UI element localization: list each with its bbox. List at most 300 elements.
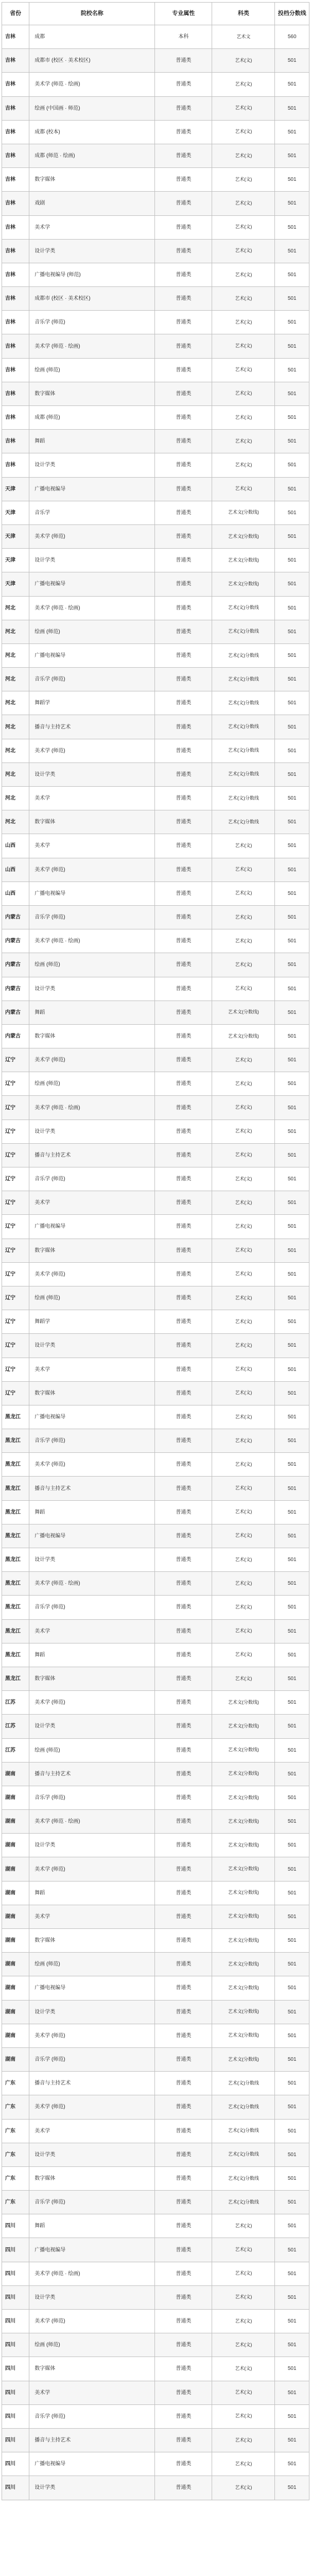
cell-score-line: 501 [275, 643, 309, 667]
cell-province: 黑龙江 [2, 1405, 29, 1429]
cell-program-name: 设计学类 [29, 549, 155, 572]
table-body [2, 25, 309, 2500]
cell-program-type: 普通类 [155, 1024, 212, 1048]
cell-province: 湖南 [2, 2024, 29, 2047]
cell-score-line: 501 [275, 2476, 309, 2500]
cell-program-name: 广播电视编导 [29, 643, 155, 667]
cell-province: 河北 [2, 668, 29, 691]
table-row [2, 1453, 309, 1477]
cell-subject-category: 艺术文(分数线) [212, 501, 275, 524]
cell-program-name: 音乐学 [29, 501, 155, 524]
cell-province: 河北 [2, 643, 29, 667]
cell-subject-category: 艺术文(分数线) [212, 1857, 275, 1881]
cell-program-type: 普通类 [155, 953, 212, 977]
cell-program-name: 美术学 (师范 · 绘画) [29, 73, 155, 96]
cell-program-name: 美术学 (师范 · 绘画) [29, 929, 155, 953]
cell-program-type: 普通类 [155, 858, 212, 882]
cell-score-line: 501 [275, 453, 309, 477]
cell-province: 辽宁 [2, 1381, 29, 1405]
cell-score-line: 501 [275, 2119, 309, 2143]
cell-program-name: 绘画 (师范) [29, 1953, 155, 1976]
cell-program-name: 美术学 [29, 1905, 155, 1928]
table-row [2, 1548, 309, 1572]
cell-program-type: 普通类 [155, 1738, 212, 1762]
cell-subject-category: 艺术(文) [212, 334, 275, 358]
cell-score-line: 501 [275, 834, 309, 858]
cell-program-type: 普通类 [155, 1048, 212, 1072]
cell-program-name: 美术学 (师范 · 绘画) [29, 1572, 155, 1596]
cell-province: 辽宁 [2, 1120, 29, 1143]
table-row [2, 1358, 309, 1381]
cell-score-line: 501 [275, 1810, 309, 1834]
cell-province: 吉林 [2, 96, 29, 120]
cell-province: 河北 [2, 620, 29, 643]
cell-score-line: 501 [275, 1310, 309, 1334]
cell-program-type: 普通类 [155, 192, 212, 215]
cell-program-type: 普通类 [155, 882, 212, 905]
table-row [2, 2381, 309, 2404]
cell-subject-category: 艺术(文) [212, 1429, 275, 1453]
cell-program-type: 普通类 [155, 977, 212, 1001]
cell-score-line: 501 [275, 953, 309, 977]
cell-score-line: 501 [275, 430, 309, 453]
cell-program-type: 普通类 [155, 453, 212, 477]
cell-program-name: 设计学类 [29, 1715, 155, 1738]
table-row [2, 524, 309, 548]
cell-province: 辽宁 [2, 1096, 29, 1120]
cell-province: 湖南 [2, 1881, 29, 1905]
table-row [2, 1834, 309, 1857]
cell-program-name: 音乐学 (师范) [29, 2404, 155, 2428]
cell-program-type: 普通类 [155, 643, 212, 667]
cell-program-name: 播音与主持艺术 [29, 1762, 155, 1786]
cell-program-name: 绘画 (师范) [29, 1286, 155, 1310]
cell-program-name: 设计学类 [29, 1334, 155, 1358]
cell-province: 河北 [2, 810, 29, 834]
cell-program-type: 普通类 [155, 810, 212, 834]
cell-province: 内蒙古 [2, 1001, 29, 1024]
cell-province: 河北 [2, 762, 29, 786]
cell-score-line: 501 [275, 2214, 309, 2238]
cell-program-name: 广播电视编导 [29, 1524, 155, 1548]
cell-province: 湖南 [2, 1786, 29, 1809]
cell-program-name: 设计学类 [29, 2143, 155, 2166]
cell-province: 四川 [2, 2404, 29, 2428]
cell-province: 辽宁 [2, 1048, 29, 1072]
cell-program-type: 普通类 [155, 501, 212, 524]
cell-subject-category: 艺术(文)分数线 [212, 2119, 275, 2143]
cell-score-line: 501 [275, 1167, 309, 1191]
cell-program-name: 音乐学 (师范) [29, 2191, 155, 2214]
cell-province: 湖南 [2, 1953, 29, 1976]
cell-program-name: 舞蹈 [29, 1500, 155, 1524]
cell-province: 吉林 [2, 215, 29, 239]
table-row [2, 239, 309, 263]
cell-score-line: 501 [275, 2381, 309, 2404]
table-row [2, 406, 309, 430]
cell-subject-category: 艺术(文) [212, 263, 275, 286]
cell-program-type: 普通类 [155, 1477, 212, 1500]
table-row [2, 715, 309, 739]
cell-subject-category: 艺术(文) [212, 1405, 275, 1429]
cell-program-type: 普通类 [155, 715, 212, 739]
cell-province: 内蒙古 [2, 1024, 29, 1048]
cell-program-type: 普通类 [155, 144, 212, 167]
table-row [2, 762, 309, 786]
cell-score-line: 501 [275, 1072, 309, 1096]
cell-program-name: 播音与主持艺术 [29, 715, 155, 739]
cell-score-line: 501 [275, 739, 309, 762]
cell-subject-category: 艺术(文) [212, 2404, 275, 2428]
cell-province: 天津 [2, 524, 29, 548]
cell-province: 黑龙江 [2, 1596, 29, 1619]
cell-subject-category: 艺术(文) [212, 453, 275, 477]
cell-score-line: 501 [275, 524, 309, 548]
cell-program-type: 普通类 [155, 1453, 212, 1477]
cell-score-line: 501 [275, 1143, 309, 1167]
table-row [2, 49, 309, 73]
cell-score-line: 501 [275, 1548, 309, 1572]
cell-province: 广东 [2, 2143, 29, 2166]
cell-subject-category: 艺术(文) [212, 2357, 275, 2381]
cell-program-name: 广播电视编导 [29, 1976, 155, 2000]
cell-program-type: 普通类 [155, 2119, 212, 2143]
cell-program-name: 绘画 (师范) [29, 358, 155, 382]
cell-program-name: 广播电视编导 [29, 2238, 155, 2262]
cell-subject-category: 艺术(文) [212, 73, 275, 96]
cell-subject-category: 艺术文(分数线) [212, 2024, 275, 2047]
cell-program-type: 普通类 [155, 2143, 212, 2166]
cell-program-name: 舞蹈 [29, 1001, 155, 1024]
table-row [2, 2214, 309, 2238]
cell-program-name: 舞蹈 [29, 1643, 155, 1667]
table-row [2, 2476, 309, 2500]
cell-score-line: 501 [275, 358, 309, 382]
cell-subject-category: 艺术(文) [212, 2452, 275, 2476]
header-program-name: 院校名称 [29, 3, 155, 25]
cell-score-line: 501 [275, 762, 309, 786]
cell-program-type: 普通类 [155, 1810, 212, 1834]
cell-program-type: 普通类 [155, 1548, 212, 1572]
cell-subject-category: 艺术(文)分数线 [212, 596, 275, 620]
cell-program-type: 普通类 [155, 1929, 212, 1953]
cell-program-type: 普通类 [155, 2285, 212, 2309]
cell-subject-category: 艺术(文) [212, 144, 275, 167]
cell-program-name: 美术学 [29, 215, 155, 239]
table-row [2, 1381, 309, 1405]
cell-subject-category: 艺术(文) [212, 1096, 275, 1120]
cell-province: 辽宁 [2, 1334, 29, 1358]
cell-program-name: 舞蹈 [29, 2214, 155, 2238]
cell-subject-category: 艺术文(分数线) [212, 1762, 275, 1786]
cell-program-type: 普通类 [155, 382, 212, 405]
table-row [2, 2238, 309, 2262]
table-row [2, 215, 309, 239]
cell-program-type: 普通类 [155, 2095, 212, 2119]
cell-subject-category: 艺术(文)分数线 [212, 2072, 275, 2095]
cell-score-line: 501 [275, 1786, 309, 1809]
cell-province: 辽宁 [2, 1191, 29, 1215]
table-row [2, 1143, 309, 1167]
cell-province: 河北 [2, 787, 29, 810]
table-row [2, 810, 309, 834]
admission-score-table [2, 2, 309, 2500]
cell-province: 广东 [2, 2119, 29, 2143]
cell-program-name: 舞蹈 [29, 1881, 155, 1905]
cell-program-name: 成都市 (校区 · 美术校区) [29, 287, 155, 311]
cell-province: 四川 [2, 2262, 29, 2285]
cell-program-type: 普通类 [155, 1667, 212, 1690]
cell-program-type: 普通类 [155, 1619, 212, 1643]
cell-program-type: 普通类 [155, 1429, 212, 1453]
cell-program-type: 普通类 [155, 1881, 212, 1905]
table-row [2, 2285, 309, 2309]
cell-program-type: 普通类 [155, 477, 212, 501]
cell-program-name: 数字媒体 [29, 2357, 155, 2381]
cell-province: 湖南 [2, 1762, 29, 1786]
cell-program-type: 普通类 [155, 1524, 212, 1548]
cell-program-type: 普通类 [155, 406, 212, 430]
cell-subject-category: 艺术(文) [212, 215, 275, 239]
cell-province: 湖南 [2, 1905, 29, 1928]
table-row [2, 739, 309, 762]
cell-subject-category: 艺术(文) [212, 311, 275, 334]
cell-program-name: 美术学 (师范 · 绘画) [29, 1810, 155, 1834]
cell-province: 辽宁 [2, 1358, 29, 1381]
cell-province: 黑龙江 [2, 1572, 29, 1596]
cell-province: 吉林 [2, 263, 29, 286]
cell-province: 天津 [2, 477, 29, 501]
cell-program-type: 普通类 [155, 358, 212, 382]
cell-program-name: 舞蹈学 [29, 691, 155, 715]
cell-subject-category: 艺术(文)分数线 [212, 739, 275, 762]
cell-province: 四川 [2, 2476, 29, 2500]
table-row [2, 834, 309, 858]
cell-score-line: 501 [275, 192, 309, 215]
cell-score-line: 501 [275, 929, 309, 953]
cell-program-name: 数字媒体 [29, 1667, 155, 1690]
cell-program-type: 普通类 [155, 1286, 212, 1310]
table-row [2, 1072, 309, 1096]
cell-program-type: 普通类 [155, 2191, 212, 2214]
cell-score-line: 501 [275, 144, 309, 167]
cell-program-type: 普通类 [155, 572, 212, 596]
cell-program-name: 设计学类 [29, 239, 155, 263]
cell-province: 广东 [2, 2072, 29, 2095]
cell-score-line: 501 [275, 1262, 309, 1286]
cell-subject-category: 艺术(文) [212, 1167, 275, 1191]
cell-subject-category: 艺术(文)分数线 [212, 643, 275, 667]
cell-province: 吉林 [2, 49, 29, 73]
cell-program-type: 普通类 [155, 2024, 212, 2047]
cell-program-type: 普通类 [155, 668, 212, 691]
cell-program-name: 播音与主持艺术 [29, 2428, 155, 2452]
cell-program-type: 普通类 [155, 1953, 212, 1976]
cell-subject-category: 艺术(文) [212, 96, 275, 120]
table-row [2, 1001, 309, 1024]
cell-province: 吉林 [2, 120, 29, 144]
cell-province: 四川 [2, 2310, 29, 2333]
cell-score-line: 501 [275, 1953, 309, 1976]
cell-program-type: 普通类 [155, 2428, 212, 2452]
cell-subject-category: 艺术(文) [212, 477, 275, 501]
cell-program-name: 音乐学 (师范) [29, 311, 155, 334]
cell-program-type: 普通类 [155, 834, 212, 858]
table-row [2, 2404, 309, 2428]
cell-province: 辽宁 [2, 1167, 29, 1191]
cell-program-type: 普通类 [155, 620, 212, 643]
table-row [2, 2310, 309, 2333]
cell-province: 山西 [2, 834, 29, 858]
cell-subject-category: 艺术(文) [212, 2310, 275, 2333]
cell-subject-category: 艺术(文)分数线 [212, 2143, 275, 2166]
cell-program-type: 普通类 [155, 1191, 212, 1215]
table-row [2, 1643, 309, 1667]
table-row [2, 168, 309, 192]
cell-province: 吉林 [2, 73, 29, 96]
cell-province: 湖南 [2, 1976, 29, 2000]
cell-program-type: 普通类 [155, 929, 212, 953]
cell-program-name: 广播电视编导 [29, 477, 155, 501]
table-row [2, 334, 309, 358]
table-row [2, 120, 309, 144]
cell-province: 湖南 [2, 1857, 29, 1881]
cell-program-type: 普通类 [155, 1715, 212, 1738]
cell-program-name: 美术学 [29, 834, 155, 858]
cell-program-name: 设计学类 [29, 762, 155, 786]
table-row [2, 1953, 309, 1976]
cell-score-line: 501 [275, 1881, 309, 1905]
table-row [2, 25, 309, 49]
cell-program-type: 普通类 [155, 2047, 212, 2071]
cell-program-type: 普通类 [155, 2476, 212, 2500]
cell-program-name: 音乐学 (师范) [29, 1596, 155, 1619]
cell-score-line: 501 [275, 1453, 309, 1477]
table-row [2, 977, 309, 1001]
cell-score-line: 501 [275, 1643, 309, 1667]
cell-score-line: 501 [275, 2166, 309, 2190]
cell-program-type: 普通类 [155, 1762, 212, 1786]
cell-score-line: 501 [275, 2428, 309, 2452]
cell-province: 天津 [2, 549, 29, 572]
cell-province: 吉林 [2, 311, 29, 334]
cell-score-line: 501 [275, 620, 309, 643]
cell-score-line: 501 [275, 858, 309, 882]
cell-score-line: 501 [275, 406, 309, 430]
table-row [2, 477, 309, 501]
cell-subject-category: 艺术(文) [212, 358, 275, 382]
cell-program-name: 设计学类 [29, 453, 155, 477]
cell-program-name: 音乐学 (师范) [29, 1786, 155, 1809]
table-row [2, 787, 309, 810]
table-row [2, 1762, 309, 1786]
cell-subject-category: 艺术(文) [212, 1453, 275, 1477]
table-row [2, 144, 309, 167]
cell-program-type: 普通类 [155, 2404, 212, 2428]
cell-province: 吉林 [2, 168, 29, 192]
cell-province: 河北 [2, 596, 29, 620]
header-score-line: 投档分数线 [275, 3, 309, 25]
table-row [2, 643, 309, 667]
cell-province: 四川 [2, 2285, 29, 2309]
cell-score-line: 501 [275, 1024, 309, 1048]
cell-subject-category: 艺术文(分数线) [212, 1976, 275, 2000]
cell-province: 黑龙江 [2, 1453, 29, 1477]
cell-province: 湖南 [2, 1810, 29, 1834]
cell-province: 黑龙江 [2, 1643, 29, 1667]
cell-program-name: 广播电视编导 [29, 1405, 155, 1429]
cell-subject-category: 艺术(文)分数线 [212, 2191, 275, 2214]
table-row [2, 1738, 309, 1762]
cell-score-line: 501 [275, 168, 309, 192]
table-row [2, 1905, 309, 1928]
cell-score-line: 501 [275, 96, 309, 120]
cell-program-type: 普通类 [155, 596, 212, 620]
table-row [2, 1286, 309, 1310]
cell-subject-category: 艺术(文) [212, 120, 275, 144]
cell-province: 广东 [2, 2166, 29, 2190]
cell-program-name: 美术学 [29, 2381, 155, 2404]
cell-program-name: 广播电视编导 (师范) [29, 263, 155, 286]
cell-subject-category: 艺术(文) [212, 834, 275, 858]
cell-program-name: 美术学 (师范) [29, 739, 155, 762]
cell-program-name: 设计学类 [29, 2285, 155, 2309]
cell-program-type: 普通类 [155, 1857, 212, 1881]
cell-score-line: 501 [275, 1096, 309, 1120]
cell-score-line: 501 [275, 1239, 309, 1262]
cell-subject-category: 艺术文(分数线) [212, 1001, 275, 1024]
cell-program-name: 数字媒体 [29, 2166, 155, 2190]
cell-program-type: 普通类 [155, 1381, 212, 1405]
cell-subject-category: 艺术(文) [212, 1524, 275, 1548]
table-row [2, 620, 309, 643]
cell-subject-category: 艺术文(分数线) [212, 1810, 275, 1834]
cell-subject-category: 艺术(文) [212, 1381, 275, 1405]
cell-province: 吉林 [2, 382, 29, 405]
cell-province: 黑龙江 [2, 1429, 29, 1453]
cell-program-type: 普通类 [155, 334, 212, 358]
cell-score-line: 501 [275, 596, 309, 620]
table-row [2, 596, 309, 620]
table-row [2, 1334, 309, 1358]
cell-subject-category: 艺术文(分数线) [212, 2000, 275, 2024]
cell-province: 吉林 [2, 406, 29, 430]
cell-province: 四川 [2, 2381, 29, 2404]
cell-score-line: 501 [275, 715, 309, 739]
cell-program-name: 美术学 (师范 · 绘画) [29, 596, 155, 620]
table-row [2, 2024, 309, 2047]
cell-score-line: 501 [275, 239, 309, 263]
cell-province: 内蒙古 [2, 905, 29, 929]
cell-subject-category: 艺术文 [212, 25, 275, 49]
cell-subject-category: 艺术(文) [212, 1667, 275, 1690]
cell-program-type: 普通类 [155, 2166, 212, 2190]
table-row [2, 263, 309, 286]
cell-subject-category: 艺术(文) [212, 1643, 275, 1667]
cell-subject-category: 艺术(文) [212, 1334, 275, 1358]
cell-score-line: 501 [275, 1405, 309, 1429]
table-row [2, 2191, 309, 2214]
cell-subject-category: 艺术(文) [212, 49, 275, 73]
cell-program-type: 普通类 [155, 2000, 212, 2024]
cell-province: 四川 [2, 2357, 29, 2381]
cell-province: 湖南 [2, 2047, 29, 2071]
cell-score-line: 501 [275, 1381, 309, 1405]
cell-province: 山西 [2, 882, 29, 905]
cell-program-type: 普通类 [155, 1572, 212, 1596]
cell-score-line: 501 [275, 2072, 309, 2095]
cell-province: 广东 [2, 2095, 29, 2119]
